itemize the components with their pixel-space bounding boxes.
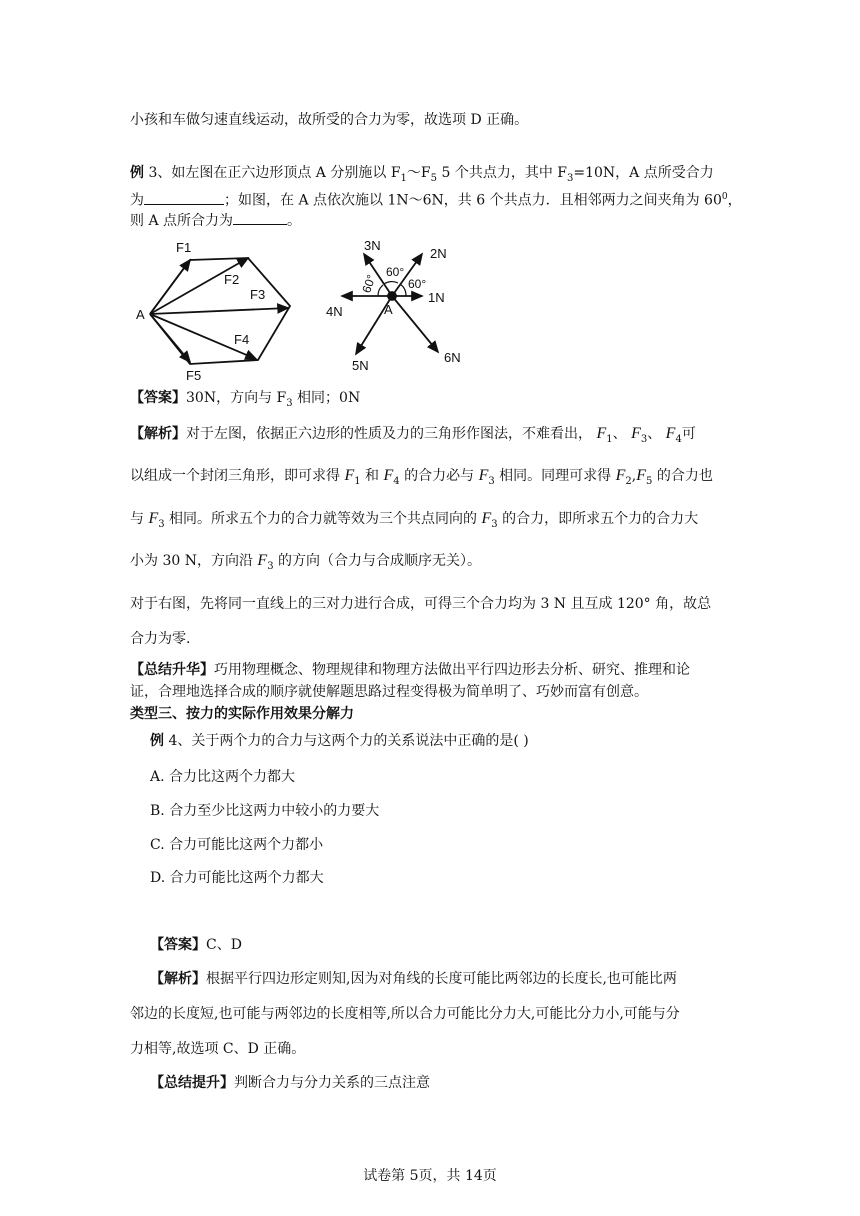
example4-question: 例 4、关于两个力的合力与这两个力的关系说法中正确的是( ) bbox=[150, 733, 529, 749]
f3-arrow bbox=[150, 308, 288, 314]
svg-text:60°: 60° bbox=[359, 272, 379, 295]
page-footer: 试卷第 5页，共 14页 bbox=[363, 1168, 497, 1184]
svg-text:5N: 5N bbox=[352, 358, 369, 373]
answer-blank-1 bbox=[144, 190, 224, 205]
svg-text:F2: F2 bbox=[224, 272, 240, 287]
summary3-line1: 【总结升华】巧用物理概念、物理规律和物理方法做出平行四边形去分析、研究、推理和论 bbox=[130, 662, 690, 678]
example3-line3: 则 A 点所合力为 。 bbox=[130, 210, 301, 231]
svg-text:6N: 6N bbox=[444, 350, 461, 365]
analysis4-line1: 【解析】根据平行四边形定则知,因为对角线的长度可能比两邻边的长度长,也可能比两 bbox=[150, 971, 677, 987]
hexagon-force-diagram bbox=[130, 236, 300, 386]
vertex-a-label: A bbox=[136, 307, 145, 322]
svg-text:F4: F4 bbox=[234, 332, 250, 347]
svg-text:2N: 2N bbox=[430, 246, 447, 261]
summary4: 【总结提升】判断合力与分力关系的三点注意 bbox=[150, 1075, 430, 1091]
analysis3-line3: 与 $F_3$ 相同。所求五个力的合力就等效为三个共点同向的 $F_3$ 的合力，即所求五个力的合力大 bbox=[130, 510, 699, 530]
analysis4-line2: 邻边的长度短,也可能与两邻边的长度相等,所以合力可能比分力大,可能比分力小,可能与分 bbox=[130, 1006, 680, 1022]
option-a: A. 合力比这两个力都大 bbox=[150, 769, 296, 785]
svg-text:4N: 4N bbox=[326, 304, 343, 319]
svg-text:A: A bbox=[384, 302, 393, 317]
svg-text:F3: F3 bbox=[250, 287, 266, 302]
summary3-line2: 证，合理地选择合成的顺序就使解题思路过程变得极为简单明了、巧妙而富有创意。 bbox=[130, 684, 648, 700]
svg-text:F1: F1 bbox=[176, 240, 192, 255]
six-forces-diagram bbox=[320, 236, 480, 380]
svg-text:60°: 60° bbox=[386, 265, 405, 279]
answer-blank-2 bbox=[233, 210, 287, 225]
f5-arrow bbox=[150, 314, 190, 362]
analysis3-line1: 【解析】对于左图，依据正六边形的性质及力的三角形作图法，不难看出， $F_1$、 $F_3$、 $F_4$可 bbox=[130, 425, 696, 445]
analysis3-line2: 以组成一个封闭三角形，即可求得 $F_1$ 和 $F_4$ 的合力必与 $F_3$ 相同。同理可求得 $F_2,F_5$ 的合力也 bbox=[130, 467, 713, 487]
analysis4-line3: 力相等,故选项 C、D 正确。 bbox=[130, 1041, 306, 1057]
example-label: 例 bbox=[130, 165, 144, 181]
analysis3-line4: 小为 30 N，方向沿 $F_3$ 的方向（合力与合成顺序无关）。 bbox=[130, 552, 482, 572]
svg-text:1N: 1N bbox=[428, 290, 445, 305]
intro-text: 小孩和车做匀速直线运动，故所受的合力为零，故选项 D 正确。 bbox=[130, 112, 529, 128]
analysis3-line6: 合力为零. bbox=[130, 631, 191, 647]
option-c: C. 合力可能比这两个力都小 bbox=[150, 837, 324, 853]
svg-text:60°: 60° bbox=[408, 277, 427, 291]
f1-arrow bbox=[150, 260, 190, 314]
answer3: 【答案】30N，方向与 $F_3$ 相同；0N bbox=[130, 390, 361, 409]
section-title-type3: 类型三、按力的实际作用效果分解力 bbox=[130, 706, 354, 722]
option-b: B. 合力至少比这两力中较小的力要大 bbox=[150, 803, 380, 819]
answer4: 【答案】C、D bbox=[150, 937, 242, 953]
example3-line1: 例 3、如左图在正六边形顶点 A 分别施以 $F_1\sim F_5$ 5 个共点力，其中 $F_3=10N$，A 点所受合力 bbox=[130, 165, 714, 184]
analysis3-line5: 对于右图，先将同一直线上的三对力进行合成，可得三个合力均为 3 N 且互成 120° 角，故总 bbox=[130, 596, 712, 612]
svg-text:F5: F5 bbox=[186, 368, 202, 383]
example3-line2: 为 ；如图，在 A 点依次施以 1N～6N，共 6 个共点力．且相邻两力之间夹角为 $60^0$， bbox=[130, 187, 742, 211]
option-d: D. 合力可能比这两个力都大 bbox=[150, 870, 324, 886]
svg-text:3N: 3N bbox=[364, 238, 381, 253]
